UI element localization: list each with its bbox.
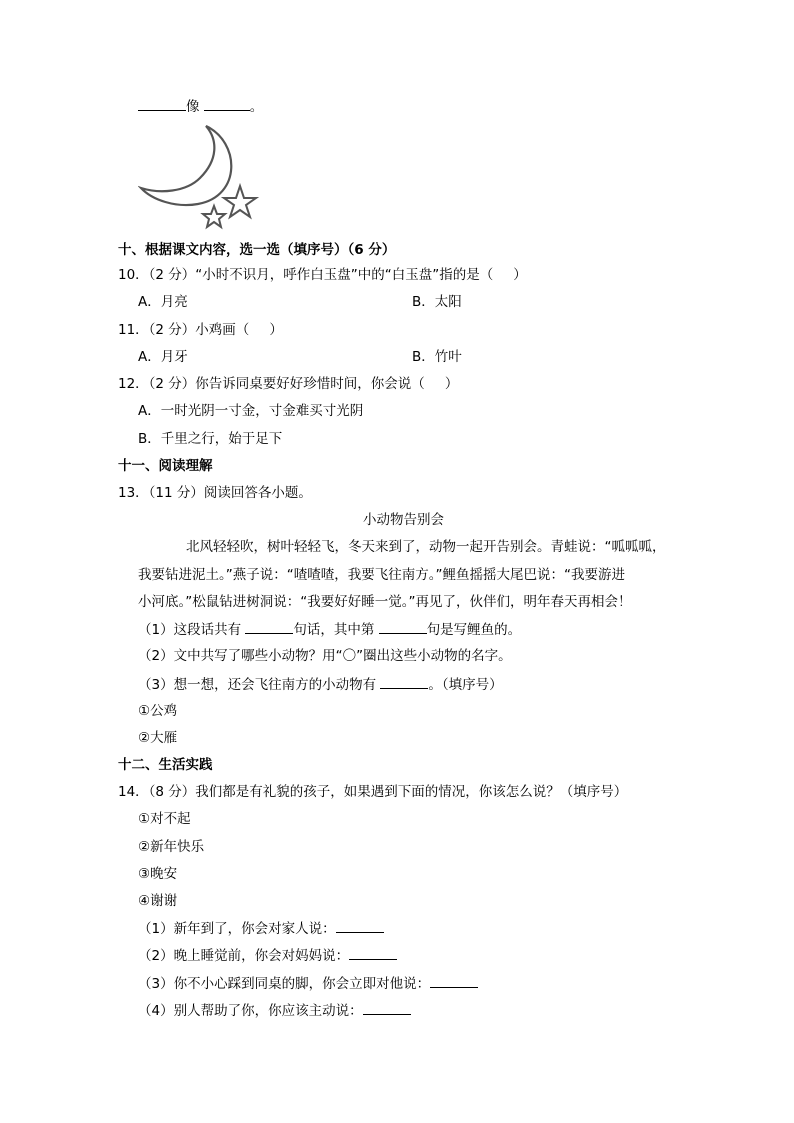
question-11 <box>118 320 283 340</box>
text: 句话，其中第 <box>293 622 375 638</box>
question-stem: 10．（2 分）“小时不识月，呼作白玉盘”中的“白玉盘”指的是（ <box>118 267 494 283</box>
option-b[interactable]: B．太阳 <box>412 294 462 310</box>
sub-question-2 <box>138 945 397 966</box>
option-2: ②大雁 <box>138 730 178 746</box>
answer-blank[interactable] <box>336 918 384 933</box>
answer-blank[interactable] <box>349 945 397 960</box>
sub-question-4 <box>138 1000 411 1021</box>
text: （2）晚上睡觉前，你会对妈妈说： <box>138 948 350 964</box>
section-heading: 十二、生活实践 <box>118 757 213 773</box>
question-stem: 12．（2 分）你告诉同桌要好好珍惜时间，你会说（ <box>118 376 425 392</box>
paren-close: ） <box>513 267 527 283</box>
option-a[interactable]: A．一时光阴一寸金，寸金难买寸光阴 <box>138 403 364 419</box>
option-4: ④谢谢 <box>138 893 178 909</box>
sub-question-3 <box>138 674 503 695</box>
option-3: ③晚安 <box>138 866 178 882</box>
paren-close: ） <box>269 322 283 338</box>
section-heading: 十、根据课文内容，选一选（填序号）（6 分） <box>118 242 396 258</box>
option-b[interactable]: B．千里之行，始于足下 <box>138 431 283 447</box>
option-b[interactable]: B．竹叶 <box>412 349 462 365</box>
answer-blank[interactable] <box>363 1000 411 1015</box>
text: 。 <box>249 99 264 115</box>
text: 句是写鲤鱼的。 <box>426 622 522 638</box>
text: （3）你不小心踩到同桌的脚，你会立即对他说： <box>138 976 431 992</box>
option-2: ②新年快乐 <box>138 839 205 855</box>
passage-line: 小河底。”松鼠钻进树洞说：“我要好好睡一觉。”再见了，伙伴们，明年春天再相会！ <box>138 594 632 610</box>
question-12 <box>118 374 458 394</box>
answer-blank[interactable] <box>204 96 250 111</box>
text: （1）新年到了，你会对家人说： <box>138 921 336 937</box>
answer-blank[interactable] <box>380 674 428 689</box>
moon-fill-line <box>138 96 263 117</box>
paren-close: ） <box>444 376 459 392</box>
question-stem: 11．（2 分）小鸡画（ <box>118 322 250 338</box>
sub-question-2: （2）文中共写了哪些小动物？用“〇”圈出这些小动物的名字。 <box>138 648 512 664</box>
text: （1）这段话共有 <box>138 622 242 638</box>
star-icon <box>224 186 256 217</box>
answer-blank[interactable] <box>430 973 478 988</box>
option-a[interactable]: A．月亮 <box>138 294 188 310</box>
section-heading: 十一、阅读理解 <box>118 458 213 474</box>
answer-blank[interactable] <box>245 619 293 634</box>
crescent-moon-icon <box>141 126 231 205</box>
question-10 <box>118 265 527 285</box>
text: （3）想一想，还会飞往南方的小动物有 <box>138 677 377 693</box>
option-1: ①对不起 <box>138 811 191 827</box>
star-icon <box>203 206 225 227</box>
answer-blank[interactable] <box>138 96 186 111</box>
answer-blank[interactable] <box>379 619 427 634</box>
passage-line: 我要钻进泥土。”燕子说：“喳喳喳，我要飞往南方。”鲤鱼摇摇大尾巴说：“我要游进 <box>138 567 625 583</box>
passage-title: 小动物告别会 <box>363 512 444 528</box>
sub-question-1 <box>138 619 521 640</box>
sub-question-1 <box>138 918 384 939</box>
sub-question-3 <box>138 973 478 994</box>
option-1: ①公鸡 <box>138 703 178 719</box>
question-13: 13．（11 分）阅读回答各小题。 <box>118 485 312 501</box>
text: 像 <box>186 99 200 115</box>
passage-line: 北风轻轻吹，树叶轻轻飞，冬天来到了，动物一起开告别会。青蛙说：“呱呱呱， <box>186 539 666 555</box>
text: （4）别人帮助了你，你应该主动说： <box>138 1003 363 1019</box>
option-a[interactable]: A．月牙 <box>138 349 188 365</box>
moon-stars-illustration <box>138 120 263 230</box>
text: 。（填序号） <box>428 677 503 693</box>
question-14: 14．（8 分）我们都是有礼貌的孩子，如果遇到下面的情况，你该怎么说？（填序号） <box>118 784 628 800</box>
